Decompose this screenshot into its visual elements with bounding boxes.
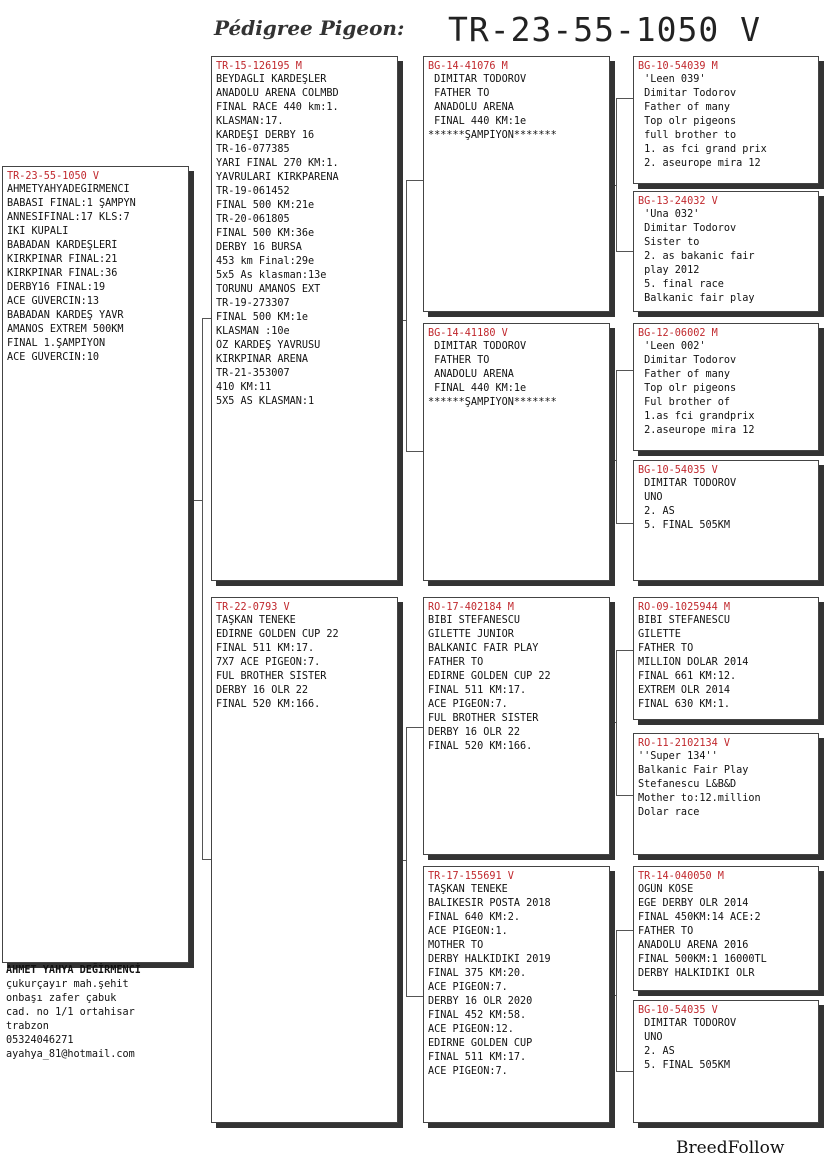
pedigree-line: 2. AS [638, 1046, 675, 1057]
pedigree-line: Mother to:12.million [638, 793, 761, 804]
pedigree-line: ACE PİGEON:12. [428, 1024, 514, 1035]
pedigree-line: FİNAL 640 KM:2. [428, 912, 521, 923]
pedigree-line: ANNESİFİNAL:17 KLS:7 [7, 212, 130, 223]
pedigree-line: ACE GÜVERCİN:13 [7, 296, 100, 307]
pedigree-line: AHMETYAHYADEĞİRMENCİ [7, 184, 130, 195]
ggp-card-5 [633, 597, 819, 720]
pedigree-line: DERBY HALKİDİKİ 2019 [428, 954, 551, 965]
pedigree-line: TR-19-061452 [216, 186, 290, 197]
pedigree-line: TR-19-273307 [216, 298, 290, 309]
pedigree-line: DİMİTAR TODOROV [428, 341, 527, 352]
owner-phone: 05324046271 [6, 1035, 74, 1046]
pedigree-line: ANADOLU ARENA COLMBD [216, 88, 339, 99]
pedigree-line: FATHER TO [638, 643, 694, 654]
pedigree-line: FİNAL 440 KM:1e [428, 383, 527, 394]
pedigree-line: TR-20-061805 [216, 214, 290, 225]
ring-number: TR-14-040050 M [638, 871, 724, 882]
pedigree-line: 5. FİNAL 505KM [638, 1060, 731, 1071]
ggp-card-1 [633, 56, 819, 184]
pedigree-line: EDİRNE GOLDEN CUP 22 [428, 671, 551, 682]
pedigree-line: GİLETTE [638, 629, 681, 640]
pedigree-line: FİNAL 500 KM:36e [216, 228, 315, 239]
pedigree-line: EDİRNE GOLDEN CUP 22 [216, 629, 339, 640]
pedigree-line: FİNAL 452 KM:58. [428, 1010, 527, 1021]
pedigree-line: 1. as fci grand prix [638, 144, 767, 155]
pedigree-line: FUL BROTHER SİSTER [216, 671, 327, 682]
ring-number: RO-17-402184 M [428, 602, 514, 613]
pedigree-line: 'Una 032' [638, 209, 700, 220]
pedigree-line: DİMİTAR TODOROV [638, 1018, 737, 1029]
pedigree-line: MİLLİON DOLAR 2014 [638, 657, 749, 668]
pedigree-line: FİNAL 511 KM:17. [428, 1052, 527, 1063]
pedigree-line: 1.as fci grandprix [638, 411, 755, 422]
ring-number: TR-23-55-1050 V [7, 171, 100, 182]
pedigree-line: DERBY HALKİDİKİ OLR [638, 968, 755, 979]
pedigree-line: 2. aseurope mira 12 [638, 158, 761, 169]
pedigree-line: Stefanescu L&B&D [638, 779, 737, 790]
pedigree-line: ACE PİGEON:7. [428, 699, 508, 710]
ring-number: TR-17-155691 V [428, 871, 514, 882]
pedigree-line: Dolar race [638, 807, 700, 818]
pedigree-line: 5X5 AS KLASMAN:1 [216, 396, 315, 407]
pedigree-line: Top olr pigeons [638, 116, 737, 127]
main-pigeon-card [2, 166, 189, 963]
pedigree-line: 5. FİNAL 505KM [638, 520, 731, 531]
pedigree-line: EXTREM OLR 2014 [638, 685, 731, 696]
pedigree-line: BABADAN KARDEŞLERİ [7, 240, 118, 251]
pedigree-line: ACE PİGEON:7. [428, 1066, 508, 1077]
pedigree-line: 'Leen 002' [638, 341, 706, 352]
ggp-card-8 [633, 1000, 819, 1123]
pedigree-line: TR-16-077385 [216, 144, 290, 155]
pedigree-line: 7X7 ACE PİGEON:7. [216, 657, 321, 668]
pedigree-line: BALKANİC FAİR PLAY [428, 643, 539, 654]
ggp-card-2 [633, 191, 819, 312]
pedigree-line: FİNAL 630 KM:1. [638, 699, 731, 710]
pedigree-line: TORUNU AMANOS EXT [216, 284, 321, 295]
pedigree-line: play 2012 [638, 265, 700, 276]
pedigree-line: DERBY 16 OLR 2020 [428, 996, 533, 1007]
pedigree-line: İKİ KUPALI [7, 226, 69, 237]
ggp-card-7 [633, 866, 819, 991]
pedigree-line: 'Leen 039' [638, 74, 706, 85]
ring-number: BG-10-54035 V [638, 1005, 718, 1016]
pedigree-line: ACE PİGEON:7. [428, 982, 508, 993]
breedfollow-watermark: BreedFollow [676, 1138, 785, 1158]
pedigree-line: FATHER TO [428, 355, 490, 366]
sire-sire-card [423, 56, 610, 312]
pedigree-line: 410 KM:11 [216, 382, 272, 393]
pedigree-line: GİLETTE JUNİOR [428, 629, 514, 640]
sire-card [211, 56, 398, 581]
pedigree-line: BEYDAĞLI KARDEŞLER [216, 74, 327, 85]
pedigree-line: ANADOLU ARENA 2016 [638, 940, 749, 951]
ring-number: BG-10-54035 V [638, 465, 718, 476]
connector [190, 500, 202, 501]
pedigree-line: FİNAL 520 KM:166. [216, 699, 321, 710]
pedigree-line: DİMİTAR TODOROV [428, 74, 527, 85]
pedigree-line: FİNAL 511 KM:17. [216, 643, 315, 654]
ring-number: BG-13-24032 V [638, 196, 718, 207]
pedigree-line: KIRKPINAR FİNAL:21 [7, 254, 118, 265]
ring-number: BG-10-54039 M [638, 61, 718, 72]
pedigree-line: 453 km Final:29e [216, 256, 315, 267]
sire-dam-card [423, 323, 610, 581]
pedigree-line: 2. as bakanic fair [638, 251, 755, 262]
ggp-card-4 [633, 460, 819, 581]
pedigree-line: FİNAL 520 KM:166. [428, 741, 533, 752]
pedigree-line: DERBY16 FİNAL:19 [7, 282, 106, 293]
pedigree-line: 5x5 As klasman:13e [216, 270, 327, 281]
pedigree-line: KIRKPINAR ARENA [216, 354, 309, 365]
pedigree-line: TAŞKAN TENEKE [428, 884, 508, 895]
pedigree-line: TAŞKAN TENEKE [216, 615, 296, 626]
pedigree-line: BİBİ STEFANESCU [638, 615, 731, 626]
owner-address-line: çukurçayır mah.şehit [6, 979, 129, 990]
pedigree-line: BABADAN KARDEŞ YAVR [7, 310, 124, 321]
pedigree-line: YARI FİNAL 270 KM:1. [216, 158, 339, 169]
pedigree-line: ******ŞAMPİYON******* [428, 397, 557, 408]
pedigree-line: KARDEŞİ DERBY 16 [216, 130, 315, 141]
pedigree-line: ACE GÜVERCİN:10 [7, 352, 100, 363]
pedigree-line: EDİRNE GOLDEN CUP [428, 1038, 533, 1049]
pedigree-line: EGE DERBY OLR 2014 [638, 898, 749, 909]
pedigree-line: TR-21-353007 [216, 368, 290, 379]
ring-number-title: TR-23-55-1050 V [448, 10, 762, 49]
dam-sire-card [423, 597, 610, 855]
owner-email: ayahya_81@hotmail.com [6, 1049, 135, 1060]
pedigree-line: Dimitar Todorov [638, 88, 737, 99]
pedigree-line: FİNAL 450KM:14 ACE:2 [638, 912, 761, 923]
owner-address-line: onbaşı zafer çabuk [6, 993, 117, 1004]
pedigree-line: FATHER TO [428, 657, 484, 668]
pedigree-line: KLASMAN:17. [216, 116, 284, 127]
pedigree-line: 2.aseurope mira 12 [638, 425, 755, 436]
pedigree-line: YAVRULARI KIRKPARENA [216, 172, 339, 183]
pedigree-line: BALIKESİR POSTA 2018 [428, 898, 551, 909]
pedigree-line: ''Super 134'' [638, 751, 718, 762]
pedigree-line: Ful brother of [638, 397, 731, 408]
pedigree-line: Sister to [638, 237, 700, 248]
pedigree-line: FİNAL 500KM:1 16000TL [638, 954, 767, 965]
pedigree-line: MOTHER TO [428, 940, 484, 951]
pedigree-line: ACE PİGEON:1. [428, 926, 508, 937]
pedigree-line: UNO [638, 492, 663, 503]
pedigree-line: DERBY 16 BURSA [216, 242, 302, 253]
ggp-card-3 [633, 323, 819, 451]
pedigree-line: FİNAL 511 KM:17. [428, 685, 527, 696]
pedigree-line: Dimitar Todorov [638, 355, 737, 366]
pedigree-line: 5. final race [638, 279, 724, 290]
dam-card [211, 597, 398, 1123]
pedigree-line: Balkanic fair play [638, 293, 755, 304]
ggp-card-6 [633, 733, 819, 855]
ring-number: TR-15-126195 M [216, 61, 302, 72]
pedigree-line: BİBİ STEFANESCU [428, 615, 521, 626]
connector [398, 320, 406, 321]
ring-number: BG-12-06002 M [638, 328, 718, 339]
pedigree-line: Father of many [638, 102, 731, 113]
ring-number: BG-14-41180 V [428, 328, 508, 339]
pedigree-line: FİNAL 440 KM:1e [428, 116, 527, 127]
ring-number: BG-14-41076 M [428, 61, 508, 72]
pedigree-line: 2. AS [638, 506, 675, 517]
pedigree-line: ANADOLU ARENA [428, 369, 514, 380]
pedigree-line: ÖZ KARDEŞ YAVRUSU [216, 340, 321, 351]
pedigree-label: Pédigree Pigeon: [214, 16, 405, 40]
pedigree-line: FUL BROTHER SİSTER [428, 713, 539, 724]
dam-dam-card [423, 866, 610, 1123]
pedigree-line: KLASMAN :10e [216, 326, 290, 337]
pedigree-line: ******ŞAMPİYON******* [428, 130, 557, 141]
owner-address-line: trabzon [6, 1021, 49, 1032]
owner-name: AHMET YAHYA DEĞİRMENCİ [6, 965, 141, 976]
owner-info [6, 964, 141, 1062]
pedigree-line: FİNAL 375 KM:20. [428, 968, 527, 979]
ring-number: RO-09-1025944 M [638, 602, 731, 613]
pedigree-line: KIRKPINAR FİNAL:36 [7, 268, 118, 279]
pedigree-line: full brother to [638, 130, 737, 141]
pedigree-line: FİNAL 500 KM:21e [216, 200, 315, 211]
ring-number: TR-22-0793 V [216, 602, 290, 613]
pedigree-line: ANADOLU ARENA [428, 102, 514, 113]
pedigree-line: DERBY 16 OLR 22 [428, 727, 521, 738]
owner-address-line: cad. no 1/1 ortahisar [6, 1007, 135, 1018]
pedigree-line: AMANOS EXTREM 500KM [7, 324, 124, 335]
pedigree-line: FİNAL 500 KM:1e [216, 312, 309, 323]
pedigree-line: Father of many [638, 369, 731, 380]
pedigree-line: BABASI FİNAL:1 ŞAMPYN [7, 198, 136, 209]
pedigree-line: FATHER TO [428, 88, 490, 99]
pedigree-line: FİNAL 661 KM:12. [638, 671, 737, 682]
ring-number: RO-11-2102134 V [638, 738, 731, 749]
pedigree-line: FATHER TO [638, 926, 694, 937]
pedigree-line: DİMİTAR TODOROV [638, 478, 737, 489]
pedigree-line: UNO [638, 1032, 663, 1043]
pedigree-line: DERBY 16 OLR 22 [216, 685, 309, 696]
pedigree-line: Top olr pigeons [638, 383, 737, 394]
pedigree-line: FİNAL 1.ŞAMPİYON [7, 338, 106, 349]
connector [398, 860, 406, 861]
pedigree-line: Balkanic Fair Play [638, 765, 749, 776]
pedigree-line: FİNAL RACE 440 km:1. [216, 102, 339, 113]
pedigree-line: Dimitar Todorov [638, 223, 737, 234]
pedigree-line: OGÜN KÖSE [638, 884, 694, 895]
